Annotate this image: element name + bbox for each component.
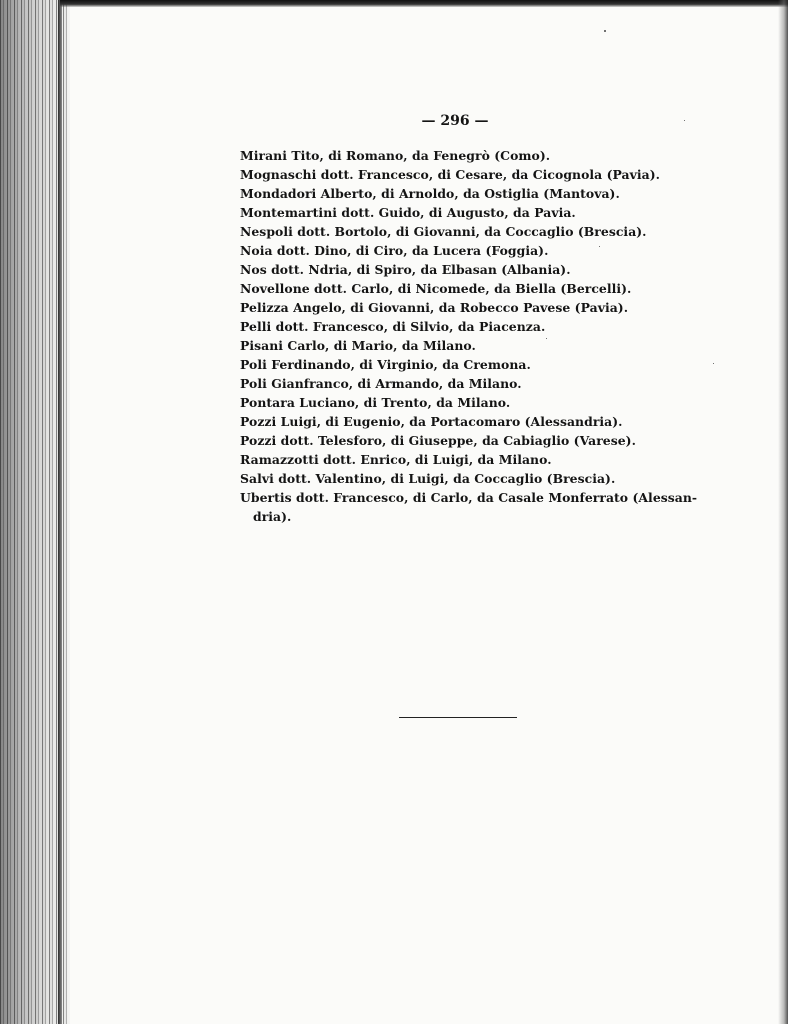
scan-speck bbox=[546, 338, 547, 339]
list-item bbox=[240, 355, 680, 374]
list-item bbox=[240, 241, 680, 260]
list-item bbox=[240, 469, 680, 488]
page-edge-shadow bbox=[58, 0, 62, 1024]
list-item bbox=[240, 298, 680, 317]
list-item bbox=[240, 488, 698, 526]
scan-speck bbox=[604, 30, 606, 32]
scan-speck bbox=[599, 246, 600, 247]
name-list bbox=[240, 146, 698, 526]
entry-text: Poli Gianfranco, di Armando, da Milano. bbox=[240, 376, 522, 391]
list-item bbox=[240, 393, 680, 412]
entry-text: Poli Ferdinando, di Virginio, da Cremona. bbox=[240, 357, 531, 372]
list-item bbox=[240, 317, 680, 336]
entry-text: Ramazzotti dott. Enrico, di Luigi, da Milano. bbox=[240, 452, 552, 467]
entry-text: Pontara Luciano, di Trento, da Milano. bbox=[240, 395, 511, 410]
list-item bbox=[240, 450, 680, 469]
list-item bbox=[240, 184, 680, 203]
scan-right-border bbox=[778, 0, 788, 1024]
entry-text: Ubertis dott. Francesco, di Carlo, da Casale Monferrato (Alessan- bbox=[240, 490, 698, 505]
entry-text: Nespoli dott. Bortolo, di Giovanni, da Coccaglio (Brescia). bbox=[240, 224, 647, 239]
list-item bbox=[240, 412, 680, 431]
list-item bbox=[240, 222, 680, 241]
scan-speck bbox=[684, 120, 685, 121]
list-item bbox=[240, 431, 680, 450]
entry-text: Montemartini dott. Guido, di Augusto, da Pavia. bbox=[240, 205, 576, 220]
scan-speck bbox=[713, 363, 714, 364]
scan-top-border bbox=[60, 0, 788, 7]
entry-text: Mondadori Alberto, di Arnoldo, da Ostiglia (Mantova). bbox=[240, 186, 620, 201]
list-item bbox=[240, 279, 680, 298]
entry-text: Pelli dott. Francesco, di Silvio, da Piacenza. bbox=[240, 319, 546, 334]
list-item bbox=[240, 336, 680, 355]
entry-text: Mirani Tito, di Romano, da Fenegrò (Como). bbox=[240, 148, 551, 163]
list-item bbox=[240, 146, 680, 165]
page-number: — 296 — bbox=[421, 113, 489, 129]
end-rule bbox=[399, 717, 517, 718]
list-item bbox=[240, 203, 680, 222]
list-item bbox=[240, 374, 680, 393]
entry-text: Pozzi dott. Telesforo, di Giuseppe, da Cabiaglio (Varese). bbox=[240, 433, 636, 448]
entry-continuation: dria). bbox=[253, 509, 292, 524]
entry-text: Nos dott. Ndria, di Spiro, da Elbasan (Albania). bbox=[240, 262, 571, 277]
entry-text: Noia dott. Dino, di Ciro, da Lucera (Foggia). bbox=[240, 243, 549, 258]
entry-text: Novellone dott. Carlo, di Nicomede, da Biella (Bercelli). bbox=[240, 281, 632, 296]
list-item bbox=[240, 260, 680, 279]
entry-text: Pelizza Angelo, di Giovanni, da Robecco Pavese (Pavia). bbox=[240, 300, 629, 315]
list-item bbox=[240, 165, 680, 184]
entry-text: Pozzi Luigi, di Eugenio, da Portacomaro (Alessandria). bbox=[240, 414, 623, 429]
entry-text: Mognaschi dott. Francesco, di Cesare, da Cicognola (Pavia). bbox=[240, 167, 660, 182]
entry-text: Pisani Carlo, di Mario, da Milano. bbox=[240, 338, 476, 353]
entry-text: Salvi dott. Valentino, di Luigi, da Coccaglio (Brescia). bbox=[240, 471, 616, 486]
